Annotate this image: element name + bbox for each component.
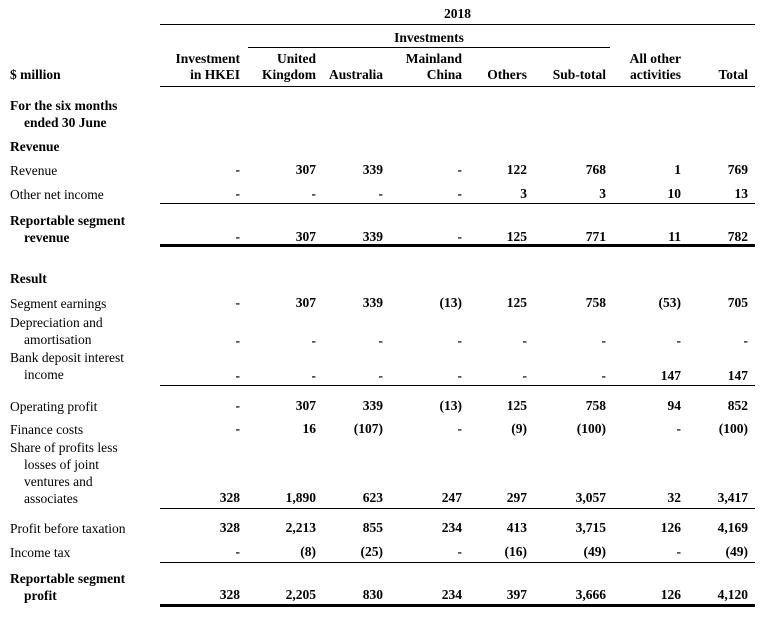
column-header-line: Investment [175, 51, 240, 66]
cell-operating-profit: - [235, 398, 240, 413]
cell-reportable-segment-profit: 328 [219, 587, 240, 602]
row-label-other-net-income [10, 186, 104, 203]
column-header-line: Total [718, 67, 748, 82]
row-label-operating-profit [10, 398, 97, 415]
cell-operating-profit: 339 [362, 398, 383, 413]
cell-finance-costs: (107) [353, 421, 383, 436]
cell-other-net-income: 3 [520, 186, 527, 201]
cell-operating-profit: 125 [506, 398, 527, 413]
row-label-line: associates [24, 491, 78, 506]
cell-operating-profit: 758 [585, 398, 606, 413]
cell-finance-costs: 16 [302, 421, 316, 436]
cell-income-tax: (49) [725, 544, 748, 559]
section-result: Result [10, 271, 47, 286]
row-label-line: Depreciation and [10, 315, 103, 330]
column-header-line: Sub-total [552, 67, 606, 82]
unit-label: $ million [10, 67, 61, 82]
cell-bank-interest: - [235, 368, 240, 383]
row-label-line: revenue [24, 230, 70, 245]
cell-share-of-profits: 247 [441, 490, 462, 505]
row-label-line: Segment earnings [10, 296, 107, 311]
cell-finance-costs: (100) [718, 421, 748, 436]
row-label-line: Revenue [10, 163, 58, 178]
cell-reportable-segment-revenue: 339 [362, 229, 383, 244]
row-label-line: amortisation [24, 332, 92, 347]
cell-operating-profit: 94 [667, 398, 681, 413]
rule-after-share-of-profits [160, 508, 755, 509]
cell-revenue: 122 [506, 162, 527, 177]
cell-segment-earnings: (13) [439, 295, 462, 310]
period-line-2: ended 30 June [24, 115, 107, 130]
row-label-line: Income tax [10, 545, 71, 560]
rule-after-other-income [160, 203, 755, 204]
investments-rule [248, 47, 610, 48]
cell-reportable-segment-profit: 4,120 [717, 587, 748, 602]
cell-profit-before-tax: 855 [362, 520, 383, 535]
row-label-bank-interest [10, 349, 124, 383]
cell-reportable-segment-revenue: - [457, 229, 462, 244]
cell-segment-earnings: 705 [727, 295, 748, 310]
cell-reportable-segment-profit: 2,205 [285, 587, 316, 602]
cell-depreciation: - [457, 333, 462, 348]
cell-reportable-segment-profit: 397 [506, 587, 527, 602]
row-label-profit-before-tax [10, 520, 125, 537]
row-label-line: ventures and [24, 474, 93, 489]
cell-profit-before-tax: 234 [441, 520, 462, 535]
row-label-revenue [10, 162, 57, 179]
cell-share-of-profits: 1,890 [285, 490, 316, 505]
rule-after-segment-profit [160, 604, 755, 607]
column-header [293, 67, 383, 83]
column-header-line: Kingdom [261, 67, 316, 82]
cell-reportable-segment-revenue: 307 [295, 229, 316, 244]
row-label-line: Other net income [10, 187, 104, 202]
cell-depreciation: - [743, 333, 748, 348]
cell-depreciation: - [378, 333, 383, 348]
column-header-line: United [276, 51, 316, 66]
cell-reportable-segment-profit: 234 [441, 587, 462, 602]
cell-finance-costs: (9) [511, 421, 527, 436]
cell-other-net-income: 3 [599, 186, 606, 201]
year-header: 2018 [444, 6, 471, 21]
cell-segment-earnings: (53) [658, 295, 681, 310]
row-label-depreciation [10, 314, 103, 348]
cell-depreciation: - [601, 333, 606, 348]
cell-revenue: 769 [727, 162, 748, 177]
column-header-line: in HKEI [190, 67, 240, 82]
investments-header: Investments [394, 30, 464, 45]
cell-segment-earnings: 758 [585, 295, 606, 310]
cell-revenue: 768 [585, 162, 606, 177]
row-label-reportable-segment-profit [10, 570, 125, 604]
cell-finance-costs: - [457, 421, 462, 436]
cell-share-of-profits: 3,057 [575, 490, 606, 505]
column-header-line: activities [630, 67, 681, 82]
cell-share-of-profits: 3,417 [717, 490, 748, 505]
cell-other-net-income: - [457, 186, 462, 201]
row-label-finance-costs [10, 421, 83, 438]
cell-profit-before-tax: 2,213 [285, 520, 316, 535]
cell-profit-before-tax: 328 [219, 520, 240, 535]
cell-bank-interest: - [601, 368, 606, 383]
cell-operating-profit: 307 [295, 398, 316, 413]
cell-profit-before-tax: 413 [506, 520, 527, 535]
cell-depreciation: - [235, 333, 240, 348]
cell-revenue: - [457, 162, 462, 177]
cell-bank-interest: - [311, 368, 316, 383]
cell-reportable-segment-revenue: - [235, 229, 240, 244]
cell-operating-profit: (13) [439, 398, 462, 413]
cell-segment-earnings: 339 [362, 295, 383, 310]
row-label-share-of-profits [10, 439, 118, 507]
column-header [437, 67, 527, 83]
row-label-line: Bank deposit interest [10, 350, 124, 365]
row-label-line: profit [24, 588, 57, 603]
cell-income-tax: (49) [583, 544, 606, 559]
cell-income-tax: (25) [360, 544, 383, 559]
cell-reportable-segment-profit: 830 [362, 587, 383, 602]
cell-other-net-income: 10 [667, 186, 681, 201]
cell-finance-costs: (100) [576, 421, 606, 436]
row-label-line: Reportable segment [10, 571, 126, 586]
period-line-1: For the six months [10, 98, 118, 113]
cell-share-of-profits: 328 [219, 490, 240, 505]
cell-revenue: 1 [674, 162, 681, 177]
row-label-line: Share of profits less [10, 440, 118, 455]
cell-bank-interest: 147 [727, 368, 748, 383]
row-label-line: income [24, 367, 64, 382]
cell-share-of-profits: 297 [506, 490, 527, 505]
column-header-line: Others [487, 67, 527, 82]
column-header-line: China [426, 67, 462, 82]
period-label [10, 97, 117, 131]
cell-bank-interest: - [522, 368, 527, 383]
cell-revenue: - [235, 162, 240, 177]
cell-reportable-segment-profit: 126 [660, 587, 681, 602]
cell-share-of-profits: 623 [362, 490, 383, 505]
cell-segment-earnings: 307 [295, 295, 316, 310]
cell-finance-costs: - [676, 421, 681, 436]
row-label-segment-earnings [10, 295, 106, 312]
column-header-line: All other [629, 51, 681, 66]
cell-reportable-segment-revenue: 771 [585, 229, 606, 244]
cell-profit-before-tax: 126 [660, 520, 681, 535]
column-header-line: Australia [329, 67, 383, 82]
row-label-income-tax [10, 544, 70, 561]
cell-income-tax: - [457, 544, 462, 559]
cell-income-tax: - [676, 544, 681, 559]
cell-segment-earnings: 125 [506, 295, 527, 310]
row-label-line: Operating profit [10, 399, 98, 414]
section-revenue: Revenue [10, 139, 60, 154]
cell-reportable-segment-profit: 3,666 [575, 587, 606, 602]
cell-share-of-profits: 32 [667, 490, 681, 505]
cell-income-tax: - [235, 544, 240, 559]
cell-reportable-segment-revenue: 782 [727, 229, 748, 244]
rule-after-bank-interest [160, 385, 755, 386]
rule-after-segment-revenue [160, 244, 755, 247]
column-header [658, 67, 748, 83]
cell-depreciation: - [311, 333, 316, 348]
row-label-reportable-segment-revenue [10, 212, 125, 246]
cell-reportable-segment-revenue: 11 [668, 229, 681, 244]
cell-other-net-income: - [378, 186, 383, 201]
cell-profit-before-tax: 4,169 [717, 520, 748, 535]
cell-bank-interest: - [378, 368, 383, 383]
cell-other-net-income: - [235, 186, 240, 201]
cell-depreciation: - [676, 333, 681, 348]
row-label-line: losses of joint [24, 457, 100, 472]
cell-bank-interest: 147 [660, 368, 681, 383]
row-label-line: Profit before taxation [10, 521, 126, 536]
cell-income-tax: (16) [504, 544, 527, 559]
cell-finance-costs: - [235, 421, 240, 436]
rule-after-income-tax [160, 562, 755, 563]
cell-bank-interest: - [457, 368, 462, 383]
cell-profit-before-tax: 3,715 [575, 520, 606, 535]
cell-revenue: 307 [295, 162, 316, 177]
cell-operating-profit: 852 [727, 398, 748, 413]
cell-income-tax: (8) [300, 544, 316, 559]
year-rule [160, 24, 755, 25]
cell-revenue: 339 [362, 162, 383, 177]
cell-other-net-income: 13 [734, 186, 748, 201]
cell-segment-earnings: - [235, 295, 240, 310]
header-bottom-rule [160, 86, 755, 87]
row-label-line: Reportable segment [10, 213, 126, 228]
column-header-line: Mainland [405, 51, 462, 66]
row-label-line: Finance costs [10, 422, 84, 437]
cell-other-net-income: - [311, 186, 316, 201]
cell-depreciation: - [522, 333, 527, 348]
cell-reportable-segment-revenue: 125 [506, 229, 527, 244]
